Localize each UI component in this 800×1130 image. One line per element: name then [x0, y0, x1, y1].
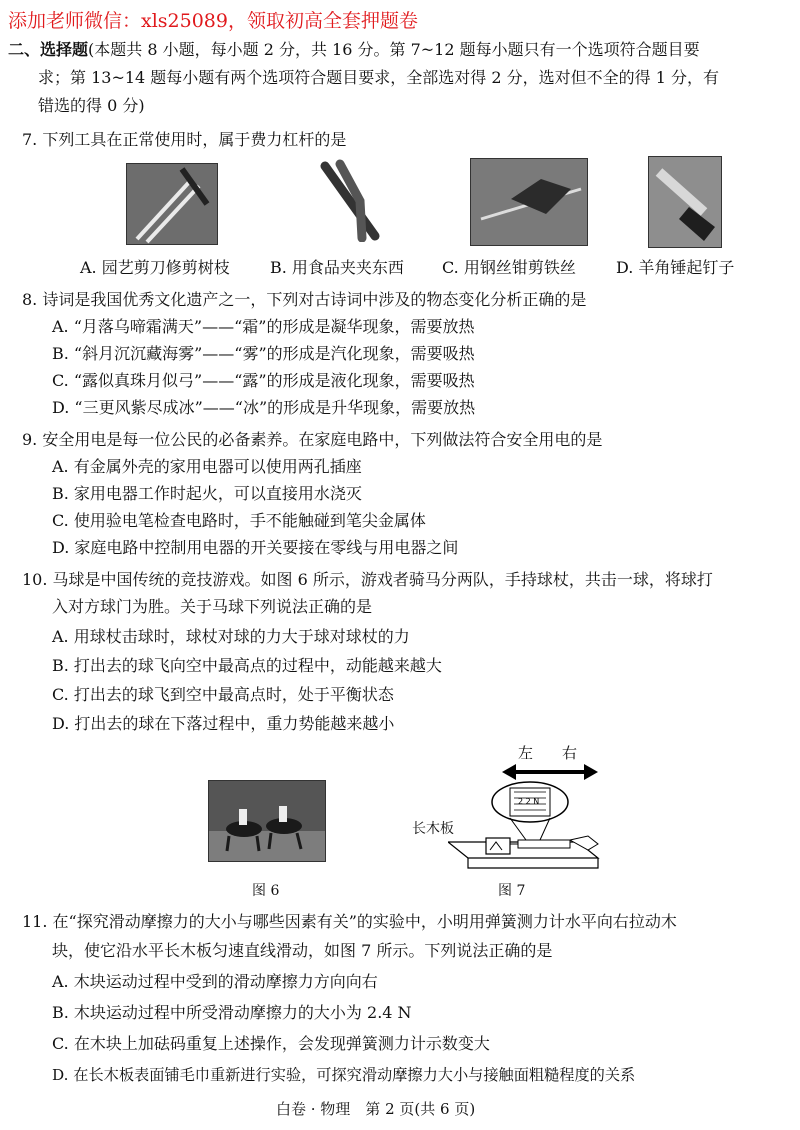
q11-stem-line1: 11. 在“探究滑动摩擦力的大小与哪些因素有关”的实验中，小明用弹簧测力计水平向右拉动木 — [22, 912, 677, 931]
q8-stem: 8. 诗词是我国优秀文化遗产之一，下列对古诗词中涉及的物态变化分析正确的是 — [22, 290, 587, 309]
q10-option-b: B. 打出去的球飞向空中最高点的过程中，动能越来越大 — [52, 656, 442, 675]
q10-option-c: C. 打出去的球飞到空中最高点时，处于平衡状态 — [52, 685, 394, 704]
hammer-icon — [649, 157, 721, 247]
q9-option-a: A. 有金属外壳的家用电器可以使用两孔插座 — [52, 457, 362, 476]
q7-option-d: D. 羊角锤起钉子 — [616, 258, 735, 277]
q10-option-a: A. 用球杖击球时，球杖对球的力大于球对球杖的力 — [52, 627, 410, 646]
figure-6-polo-photo — [208, 780, 326, 862]
figure-7-board-label: 长木板 — [412, 821, 454, 837]
q10-stem-line1: 10. 马球是中国传统的竞技游戏。如图 6 所示，游戏者骑马分两队，手持球杖，共击一球，将球打 — [22, 570, 713, 589]
section-header — [8, 40, 700, 60]
promo-banner: 添加老师微信：xls25089，领取初高全套押题卷 — [8, 10, 418, 32]
q8-option-a: A. “月落乌啼霜满天”——“霜”的形成是凝华现象，需要放热 — [52, 317, 475, 336]
figure-7-right-label: 右 — [562, 744, 578, 762]
figure-6-caption: 图 6 — [252, 883, 280, 899]
figure-7-apparatus — [448, 780, 608, 878]
q7-option-a: A. 园艺剪刀修剪树枝 — [80, 258, 230, 277]
q7-image-food-tongs — [300, 156, 390, 242]
q8-option-d: D. “三更风紫尽成冰”——“冰”的形成是升华现象，需要放热 — [52, 398, 476, 417]
q7-option-b: B. 用食品夹夹东西 — [270, 258, 404, 277]
double-arrow-icon — [500, 762, 600, 782]
q7-stem: 7. 下列工具在正常使用时，属于费力杠杆的是 — [22, 130, 347, 149]
section-instructions-line2: 求；第 13~14 题每小题有两个选项符合题目要求，全部选对得 2 分，选对但不全的得 1 分，有 — [38, 68, 720, 87]
section-title: 二、选择题 — [8, 40, 89, 59]
q9-stem: 9. 安全用电是每一位公民的必备素养。在家庭电路中，下列做法符合安全用电的是 — [22, 430, 603, 449]
pliers-icon — [471, 159, 587, 245]
q7-image-wire-pliers — [470, 158, 588, 246]
q9-option-b: B. 家用电器工作时起火，可以直接用水浇灭 — [52, 484, 362, 503]
scissors-icon — [127, 164, 217, 244]
q7-image-garden-shears — [126, 163, 218, 245]
page-footer: 白卷 · 物理 第 2 页(共 6 页) — [276, 1100, 476, 1118]
q11-option-b: B. 木块运动过程中所受滑动摩擦力的大小为 2.4 N — [52, 1003, 412, 1022]
q8-option-b: B. “斜月沉沉藏海雾”——“雾”的形成是汽化现象，需要吸热 — [52, 344, 475, 363]
q11-option-a: A. 木块运动过程中受到的滑动摩擦力方向向右 — [52, 972, 378, 991]
q11-stem-line2: 块，使它沿水平长木板匀速直线滑动，如图 7 所示。下列说法正确的是 — [52, 941, 553, 960]
horse-riders-icon — [209, 781, 325, 861]
q10-option-d: D. 打出去的球在下落过程中，重力势能越来越小 — [52, 714, 395, 733]
figure-7-caption: 图 7 — [498, 883, 526, 899]
q9-option-c: C. 使用验电笔检查电路时，手不能触碰到笔尖金属体 — [52, 511, 426, 530]
tongs-icon — [300, 156, 390, 242]
svg-text:2 2 N: 2 2 N — [518, 797, 540, 806]
q10-stem-line2: 入对方球门为胜。关于马球下列说法正确的是 — [52, 597, 373, 616]
figure-7-left-label: 左 — [518, 744, 534, 762]
q9-option-d: D. 家庭电路中控制用电器的开关要接在零线与用电器之间 — [52, 538, 459, 557]
section-instructions-line3: 错选的得 0 分) — [38, 96, 145, 115]
q11-option-d: D. 在长木板表面铺毛巾重新进行实验，可探究滑动摩擦力大小与接触面粗糙程度的关系 — [52, 1066, 636, 1084]
q11-option-c: C. 在木块上加砝码重复上述操作，会发现弹簧测力计示数变大 — [52, 1034, 490, 1053]
q8-option-c: C. “露似真珠月似弓”——“露”的形成是液化现象，需要吸热 — [52, 371, 475, 390]
q7-option-c: C. 用钢丝钳剪铁丝 — [442, 258, 576, 277]
section-instructions-line1: (本题共 8 小题，每小题 2 分，共 16 分。第 7~12 题每小题只有一个选项符合题目要 — [88, 40, 700, 59]
q7-image-claw-hammer — [648, 156, 722, 248]
